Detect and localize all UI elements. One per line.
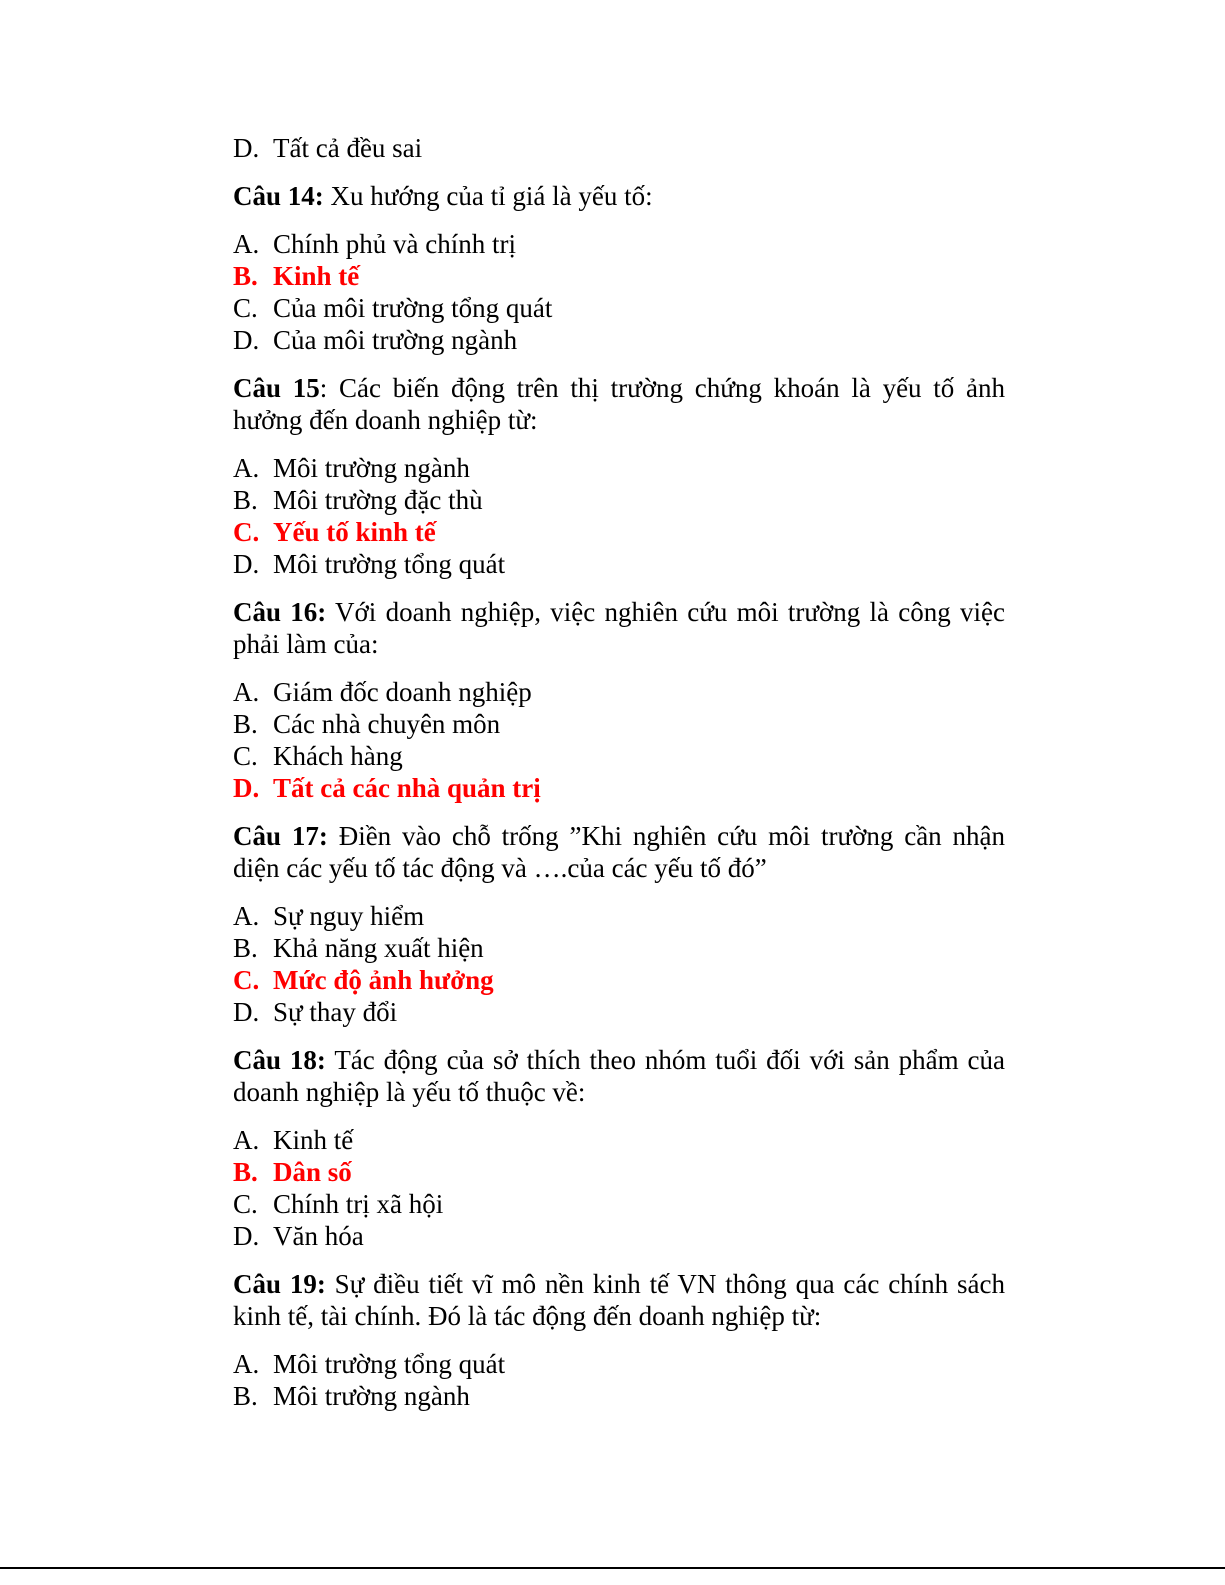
answer-option (233, 1124, 1005, 1156)
option-letter: C. (233, 293, 258, 323)
option-letter: B. (233, 261, 258, 291)
question-5 (233, 1044, 1005, 1108)
answer-option (233, 676, 1005, 708)
option-text: Kinh tế (273, 1125, 354, 1155)
answer-option-correct (233, 772, 1005, 804)
question-separator: : (319, 373, 328, 403)
question-text: Điền vào chỗ trống ”Khi nghiên cứu môi trường cần nhận diện các yếu tố tác động và ….của các yếu tố đó” (233, 821, 1006, 883)
option-letter: A. (233, 677, 260, 707)
question-6 (233, 1268, 1005, 1332)
option-letter: A. (233, 453, 260, 483)
option-letter: A. (233, 1349, 260, 1379)
option-letter: D. (233, 133, 260, 163)
document-page (233, 132, 1005, 1412)
option-text: Sự thay đổi (273, 997, 398, 1027)
answer-option (233, 452, 1005, 484)
option-text: Chính phủ và chính trị (273, 229, 516, 259)
question-number: Câu 15 (233, 373, 320, 403)
question-number: Câu 14: (233, 181, 324, 211)
answer-option (233, 900, 1005, 932)
option-letter: A. (233, 1125, 260, 1155)
answer-option (233, 548, 1005, 580)
question-text: Xu hướng của tỉ giá là yếu tố: (323, 181, 653, 211)
option-text: Môi trường ngành (273, 1381, 470, 1411)
option-letter: D. (233, 549, 260, 579)
option-text: Văn hóa (273, 1221, 364, 1251)
answer-option (233, 484, 1005, 516)
answer-option-correct (233, 1156, 1005, 1188)
option-letter: D. (233, 773, 260, 803)
option-letter: D. (233, 1221, 260, 1251)
option-text: Môi trường tổng quát (273, 549, 506, 579)
option-text: Kinh tế (273, 261, 360, 291)
answer-option (233, 1348, 1005, 1380)
question-text: Sự điều tiết vĩ mô nền kinh tế VN thông qua các chính sách kinh tế, tài chính. Đó là tác động đến doanh nghiệp từ: (233, 1269, 1005, 1331)
option-text: Tất cả đều sai (273, 133, 423, 163)
option-letter: C. (233, 965, 260, 995)
answer-option-correct (233, 260, 1005, 292)
answer-option (233, 1220, 1005, 1252)
option-text: Sự nguy hiểm (273, 901, 425, 931)
option-letter: A. (233, 901, 260, 931)
answer-option (233, 740, 1005, 772)
answer-option (233, 1380, 1005, 1412)
option-text: Môi trường tổng quát (273, 1349, 506, 1379)
question-text: Với doanh nghiệp, việc nghiên cứu môi trường là công việc phải làm của: (233, 597, 1005, 659)
question-2 (233, 372, 1005, 436)
option-text: Các nhà chuyên môn (273, 709, 501, 739)
option-letter: A. (233, 229, 260, 259)
option-text: Giám đốc doanh nghiệp (273, 677, 532, 707)
answer-option (233, 228, 1005, 260)
answer-option (233, 996, 1005, 1028)
option-letter: B. (233, 709, 258, 739)
question-number: Câu 16: (233, 597, 327, 627)
option-text: Khách hàng (273, 741, 403, 771)
answer-option (233, 324, 1005, 356)
option-letter: B. (233, 933, 258, 963)
question-number: Câu 18: (233, 1045, 326, 1075)
question-4 (233, 820, 1005, 884)
answer-option (233, 132, 1005, 164)
option-letter: D. (233, 325, 260, 355)
answer-option (233, 292, 1005, 324)
option-text: Môi trường ngành (273, 453, 470, 483)
answer-option (233, 708, 1005, 740)
option-text: Của môi trường ngành (273, 325, 518, 355)
option-letter: C. (233, 1189, 258, 1219)
option-text: Môi trường đặc thù (273, 485, 483, 515)
answer-option (233, 1188, 1005, 1220)
option-letter: B. (233, 485, 258, 515)
question-3 (233, 596, 1005, 660)
option-text: Của môi trường tổng quát (273, 293, 553, 323)
question-number: Câu 19: (233, 1269, 326, 1299)
answer-option-correct (233, 964, 1005, 996)
option-letter: B. (233, 1157, 258, 1187)
option-text: Chính trị xã hội (273, 1189, 444, 1219)
option-letter: C. (233, 517, 260, 547)
option-letter: D. (233, 997, 260, 1027)
option-text: Tất cả các nhà quản trị (273, 773, 541, 803)
option-letter: B. (233, 1381, 258, 1411)
question-number: Câu 17: (233, 821, 328, 851)
question-text: Các biến động trên thị trường chứng khoán là yếu tố ảnh hưởng đến doanh nghiệp từ: (233, 373, 1006, 435)
question-text: Tác động của sở thích theo nhóm tuổi đối với sản phẩm của doanh nghiệp là yếu tố thuộc về: (233, 1045, 1005, 1107)
option-text: Mức độ ảnh hưởng (273, 965, 494, 995)
option-text: Khả năng xuất hiện (273, 933, 484, 963)
answer-option (233, 932, 1005, 964)
option-letter: C. (233, 741, 258, 771)
option-text: Dân số (273, 1157, 352, 1187)
answer-option-correct (233, 516, 1005, 548)
question-1 (233, 180, 1005, 212)
page-bottom-rule (0, 1567, 1225, 1569)
option-text: Yếu tố kinh tế (273, 517, 436, 547)
